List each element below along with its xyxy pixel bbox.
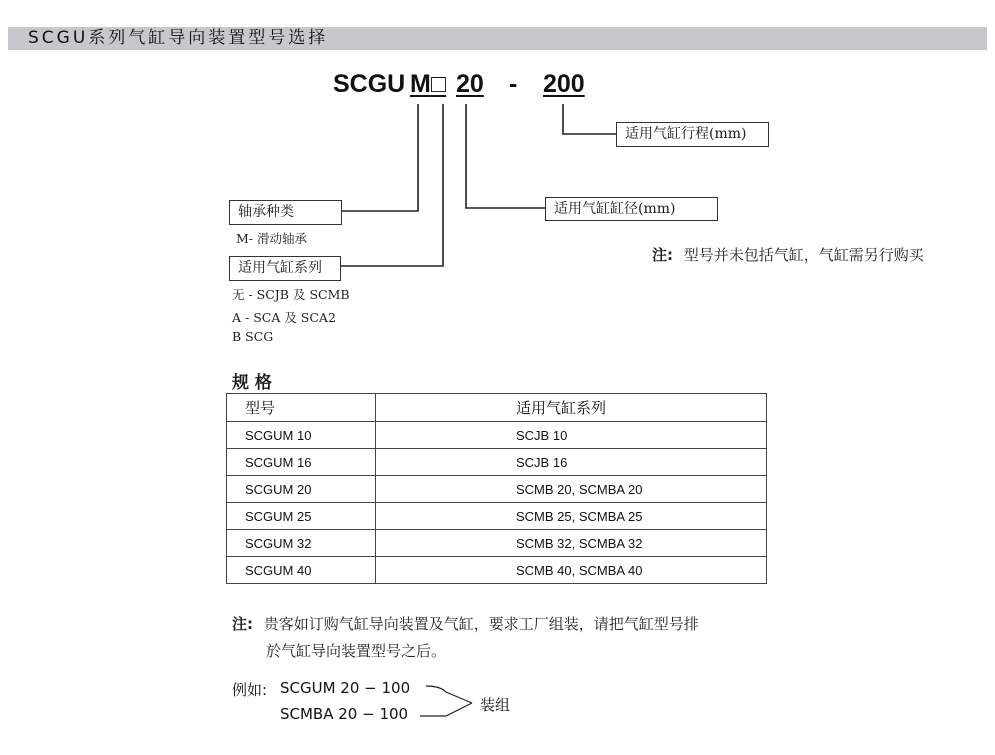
cell-model: SCGUM 20 [227,476,376,503]
cell-series: SCMB 40, SCMBA 40 [376,557,767,584]
stroke-callout: 适用气缸行程(mm) [616,122,769,147]
series-callout: 适用气缸系列 [229,256,341,281]
model-series-box: □ [431,70,447,98]
cell-model: SCGUM 16 [227,449,376,476]
assembly-label: 装组 [480,696,511,714]
series-option-1: 无 - SCJB 及 SCMB [232,287,350,302]
header-model: 型号 [227,394,376,422]
assembly-note-line1: 贵客如订购气缸导向装置及气缸，要求工厂组装，请把气缸型号排 [263,615,699,633]
bearing-option: M- 滑动轴承 [236,231,307,246]
cell-series: SCMB 20, SCMBA 20 [376,476,767,503]
cell-model: SCGUM 40 [227,557,376,584]
cell-series: SCJB 10 [376,422,767,449]
model-dash: - [509,70,518,98]
example-line-2: SCMBA 20 − 100 [280,705,409,723]
spec-title: 规 格 [232,373,272,393]
bore-callout: 适用气缸缸径(mm) [545,197,718,221]
model-stroke-code: 200 [543,70,585,98]
series-option-3: B SCG [232,329,274,344]
header-cylinder-series: 适用气缸系列 [376,394,767,422]
cell-series: SCJB 16 [376,449,767,476]
model-bore-code: 20 [456,70,484,98]
cell-series: SCMB 32, SCMBA 32 [376,530,767,557]
cell-series: SCMB 25, SCMBA 25 [376,503,767,530]
model-prefix: SCGU [333,70,406,98]
assembly-note-label: 注: [232,615,253,633]
section-header: SCGU系列气缸导向装置型号选择 [8,27,987,50]
cell-model: SCGUM 25 [227,503,376,530]
bearing-type-callout: 轴承种类 [229,200,342,225]
model-bearing-code: M [410,70,431,98]
example-label: 例如: [232,681,268,699]
series-option-2: A - SCA 及 SCA2 [232,310,336,325]
cell-model: SCGUM 32 [227,530,376,557]
purchase-note-label: 注: [652,246,673,264]
cell-model: SCGUM 10 [227,422,376,449]
assembly-note-line2: 於气缸导向装置型号之后。 [266,642,447,660]
purchase-note-text: 型号并未包括气缸，气缸需另行购买 [683,246,924,264]
example-line-1: SCGUM 20 − 100 [280,679,411,697]
